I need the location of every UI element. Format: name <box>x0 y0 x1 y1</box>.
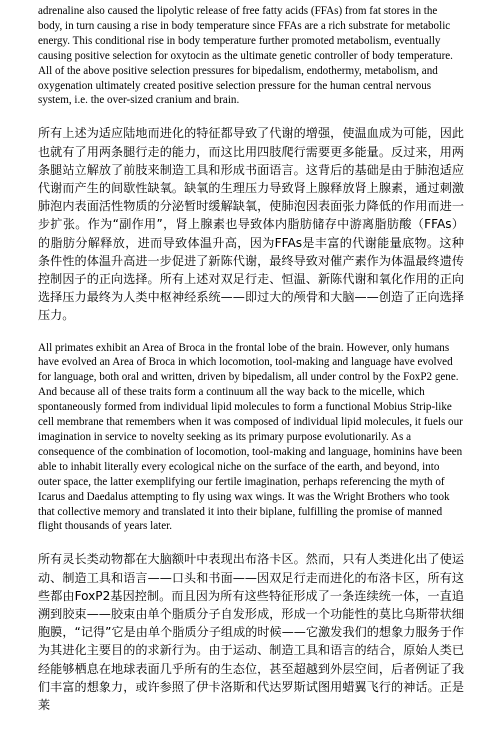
paragraph-chinese-broca: 所有灵长类动物都在大脑额叶中表现出布洛卡区。然而，只有人类进化出了使运动、制造工具和语言——口头和书面——因双足行走而进化的布洛卡区，所有这些都由FoxP2基因控制。而且因为所有这些特征形成了一条连续统一体，一直追溯到胶束——胶束由单个脂质分子自发形成，形成一个功能性的莫比乌斯带状细胞膜，“记得”它是由单个脂质分子组成的时候——它激发我们的想象力服务于作为其进化主要目的的求新行为。由于运动、制造工具和语言的结合，原始人类已经能够栖息在地球表面几乎所有的生态位，甚至超越到外层空间，后者例证了我们丰富的想象力，或许参照了伊卡洛斯和代达罗斯试图用蜡翼飞行的神话。正是莱 <box>38 552 464 712</box>
paragraph-chinese-oxytocin: 所有上述为适应陆地而进化的特征都导致了代谢的增强，使温血成为可能，因此也就有了用两条腿行走的能力，而这比用四肢爬行需要更多能量。反过来，用两条腿站立解放了前肢来制造工具和形成书面语言。这背后的基础是由于肺泡适应代谢而产生的间歇性缺氧。缺氧的生理压力导致肾上腺释放肾上腺素，通过刺激肺泡内表面活性物质的分泌暂时缓解缺氧，使肺泡因表面张力降低的作用而进一步扩张。作为“副作用”，肾上腺素也导致体内脂肪储存中游离脂肪酸（FFAs）的脂肪分解释放，进而导致体温升高，因为FFAs是丰富的代谢能量底物。这种条件性的体温升高进一步促进了新陈代谢，最终导致对催产素作为体温最终遗传控制因子的正向选择。所有上述对双足行走、恒温、新陈代谢和氧化作用的正向选择压力最终为人类中枢神经系统——即过大的颅骨和大脑——创造了正向选择压力。 <box>38 126 464 323</box>
paragraph-english-oxytocin: adrenaline also caused the lipolytic release of free fatty acids (FFAs) from fat stores in the body, in turn causing a rise in body temperature since FFAs are a rich substrate for metabolic energy. This conditional rise in body temperature further promoted metabolism, eventually causing positive selection for oxytocin as the ultimate genetic controller of body temperature. All of the above positive selection pressures for bipedalism, endothermy, metabolism, and oxygenation ultimately created positive selection pressure for the human central nervous system, i.e. the over-sized cranium and brain. <box>38 5 453 107</box>
paragraph-english-broca: All primates exhibit an Area of Broca in the frontal lobe of the brain. However, only humans have evolved an Area of Broca in which locomotion, tool-making and language have evolved for language, both oral and written, driven by bipedalism, all under control by the FoxP2 gene. And because all of these traits form a continuum all the way back to the micelle, which spontaneously formed from individual lipid molecules to form a functional Mobius Strip-like cell membrane that remembers when it was composed of individual lipid molecules, it fuels our imagination in service to novelty seeking as its primary purpose evolutionarily. As a consequence of the combination of locomotion, tool-making and language, hominins have been able to inhabit literally every ecological niche on the surface of the earth, and beyond, into outer space, the latter exemplifying our fertile imagination, perhaps referencing the myth of Icarus and Daedalus attempting to fly using wax wings. It was the Wright Brothers who took that collective memory and translated it into their biplane, fulfilling the promise of manned flight thousands of years later. <box>38 341 463 533</box>
document-page <box>38 4 464 730</box>
